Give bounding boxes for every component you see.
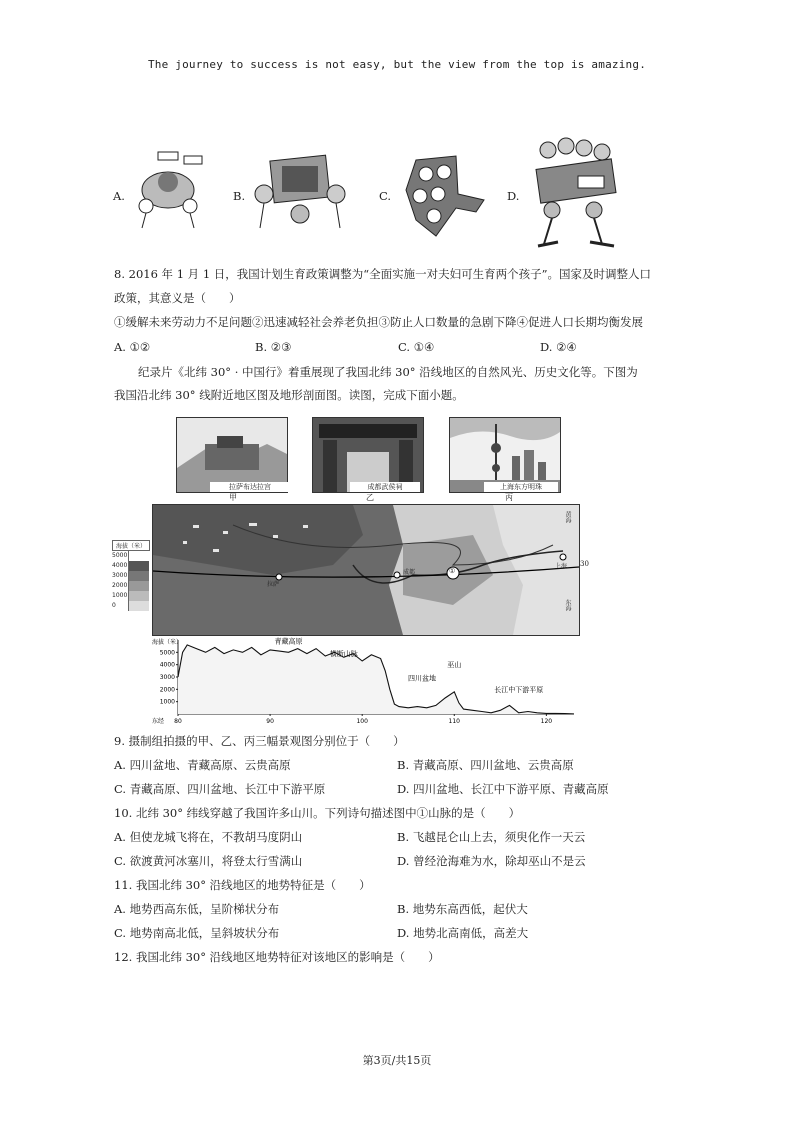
terrain-map	[152, 504, 580, 636]
x-tick-label: 90	[266, 718, 274, 725]
q8-statements: ①缓解未来劳动力不足问题②迅速减轻社会养老负担③防止人口数量的急剧下降④促进人口长期均衡发展	[114, 315, 643, 329]
q10-option-d: D. 曾经沧海难为水，除却巫山不是云	[397, 854, 586, 868]
option-d-label: D.	[507, 189, 520, 203]
photo-jia-caption: 拉萨布达拉宫	[210, 482, 290, 492]
q10-stem: 10. 北纬 30° 纬线穿越了我国许多山川。下列诗句描述图中①山脉的是（ ）	[114, 806, 521, 820]
x-tick-label: 80	[174, 718, 182, 725]
q8-stem-line1: 8. 2016 年 1 月 1 日，我国计划生育政策调整为“全面实施一对夫妇可生育两个孩子”。国家及时调整人口	[114, 267, 652, 281]
x-tick-label: 110	[448, 718, 461, 725]
map-legend-title: 海拔（米）	[112, 540, 150, 551]
y-tick-label: 3000	[159, 674, 175, 681]
q10-option-c: C. 欲渡黄河冰塞川，将登太行雪满山	[114, 854, 303, 868]
q11-option-a: A. 地势西高东低，呈阶梯状分布	[114, 902, 280, 916]
map-legend	[112, 540, 150, 632]
photo-yi-label: 乙	[366, 493, 374, 502]
cartoon-a-image	[128, 148, 208, 230]
photo-yi-caption: 成都武侯祠	[350, 482, 420, 492]
q11-option-b: B. 地势东高西低，起伏大	[397, 902, 528, 916]
q8-stem-line2: 政策，其意义是（ ）	[114, 291, 241, 305]
terrain-map-svg	[153, 505, 579, 635]
intro-line1: 纪录片《北纬 30° · 中国行》着重展现了我国北纬 30° 沿线地区的自然风光、历史文化等。下图为	[138, 365, 638, 379]
q9-option-b: B. 青藏高原、四川盆地、云贵高原	[397, 758, 574, 772]
cartoon-c-image	[396, 150, 486, 240]
legend-value: 2000	[112, 582, 128, 589]
map-label-huanghai: 黄海	[564, 511, 571, 523]
intro-line2: 我国沿北纬 30° 线附近地区图及地形剖面图。读图，完成下面小题。	[114, 388, 464, 402]
map-label-lhasa: 拉萨	[267, 581, 280, 588]
photo-bing-label: 丙	[505, 493, 513, 502]
photo-bing-caption: 上海东方明珠	[484, 482, 558, 492]
q9-stem: 9. 摄制组拍摄的甲、乙、丙三幅景观图分别位于（ ）	[114, 734, 405, 748]
y-tick-label: 2000	[159, 686, 175, 694]
option-c-label: C.	[379, 189, 392, 203]
map-latitude-label: 30	[580, 560, 589, 568]
map-label-chengdu: 成都	[403, 569, 416, 576]
header-quote: The journey to success is not easy, but the view from the top is amazing.	[147, 58, 647, 71]
option-a-label: A.	[113, 189, 125, 203]
q10-option-a: A. 但使龙城飞将在，不教胡马度阴山	[114, 830, 303, 844]
profile-annotation: 四川盆地	[408, 674, 437, 683]
elevation-profile-chart	[150, 634, 580, 726]
legend-value: 5000	[112, 552, 128, 559]
elevation-profile-svg	[150, 634, 580, 726]
map-label-shanghai: 上海	[555, 563, 568, 570]
profile-area	[178, 645, 574, 714]
legend-value: 0	[112, 602, 116, 609]
q11-option-c: C. 地势南高北低，呈斜坡状分布	[114, 926, 280, 940]
page-number: 第3页/共15页	[362, 1054, 432, 1067]
legend-value: 3000	[112, 572, 128, 579]
q9-option-c: C. 青藏高原、四川盆地、长江中下游平原	[114, 782, 326, 796]
x-tick-label: 120	[540, 718, 553, 725]
legend-value: 1000	[112, 592, 128, 599]
x-axis-label: 东经	[152, 718, 165, 725]
q8-option-c: C. ①④	[398, 340, 435, 354]
legend-value: 4000	[112, 562, 128, 569]
y-tick-label: 5000	[159, 649, 175, 657]
q9-option-d: D. 四川盆地、长江中下游平原、青藏高原	[397, 782, 609, 796]
q9-option-a: A. 四川盆地、青藏高原、云贵高原	[114, 758, 291, 772]
cartoon-b-image	[250, 150, 350, 232]
y-axis-label: 海拔（米）	[152, 639, 183, 646]
profile-annotation: 巫山	[447, 661, 462, 670]
q10-option-b: B. 飞越昆仑山上去，须臾化作一天云	[397, 830, 586, 844]
y-tick-label: 1000	[159, 698, 175, 706]
cartoon-d-image	[528, 136, 624, 252]
y-tick-label: 4000	[159, 661, 175, 669]
q8-option-a: A. ①②	[114, 340, 151, 354]
map-label-donghai: 东海	[564, 599, 571, 611]
q8-option-d: D. ②④	[540, 340, 577, 354]
q11-option-d: D. 地势北高南低，高差大	[397, 926, 529, 940]
photo-jia-label: 甲	[229, 493, 237, 502]
q11-stem: 11. 我国北纬 30° 沿线地区的地势特征是（ ）	[114, 878, 371, 892]
profile-annotation: 横断山脉	[329, 650, 358, 659]
q8-option-b: B. ②③	[255, 340, 292, 354]
x-tick-label: 100	[356, 718, 368, 725]
profile-annotation: 长江中下游平原	[494, 685, 544, 694]
option-b-label: B.	[233, 189, 246, 203]
map-label-marker: ①	[449, 567, 456, 575]
q12-stem: 12. 我国北纬 30° 沿线地区地势特征对该地区的影响是（ ）	[114, 950, 440, 964]
profile-annotation: 青藏高原	[274, 637, 303, 646]
